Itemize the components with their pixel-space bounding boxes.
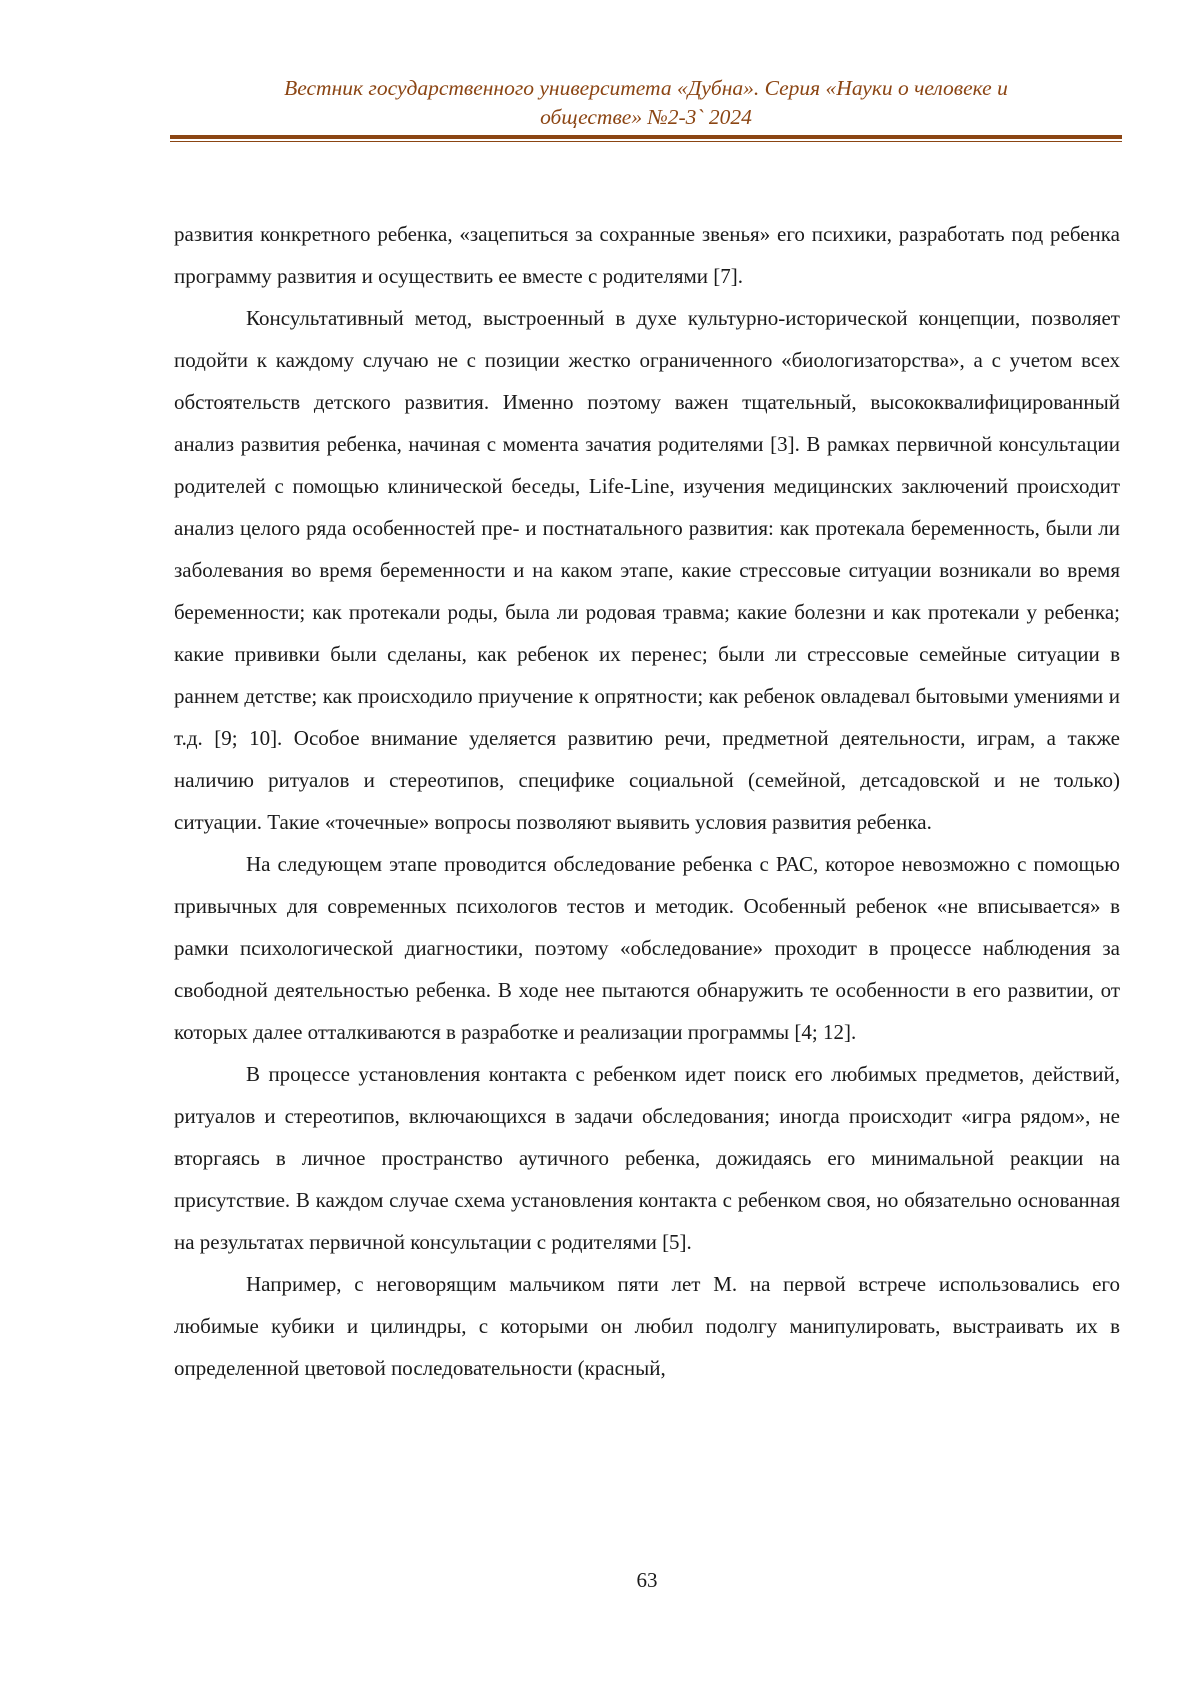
page-number: 63 bbox=[174, 1568, 1120, 1593]
paragraph: В процессе установления контакта с ребенком идет поиск его любимых предметов, действий, ритуалов и стереотипов, включающихся в задачи обследования; иногда происходит «игра рядом», не вторгаясь в личное пространство аутичного ребенка, дожидаясь его минимальной реакции на присутствие. В каждом случае схема установления контакта с ребенком своя, но обязательно основанная на результатах первичной консультации с родителями [5]. bbox=[174, 1053, 1120, 1263]
paragraph: На следующем этапе проводится обследование ребенка с РАС, которое невозможно с помощью привычных для современных психологов тестов и методик. Особенный ребенок «не вписывается» в рамки психологической диагностики, поэтому «обследование» проходит в процессе наблюдения за свободной деятельностью ребенка. В ходе нее пытаются обнаружить те особенности в его развитии, от которых далее отталкиваются в разработке и реализации программы [4; 12]. bbox=[174, 843, 1120, 1053]
header-divider-thin bbox=[170, 141, 1122, 142]
journal-header bbox=[170, 74, 1122, 132]
journal-header-line-2: обществе» №2-3` 2024 bbox=[170, 103, 1122, 132]
article-body bbox=[174, 213, 1120, 1389]
paragraph: Консультативный метод, выстроенный в духе культурно-исторической концепции, позволяет подойти к каждому случаю не с позиции жестко ограниченного «биологизаторства», а с учетом всех обстоятельств детского развития. Именно поэтому важен тщательный, высококвалифицированный анализ развития ребенка, начиная с момента зачатия родителями [3]. В рамках первичной консультации родителей с помощью клинической беседы, Life-Line, изучения медицинских заключений происходит анализ целого ряда особенностей пре- и постнатального развития: как протекала беременность, были ли заболевания во время беременности и на каком этапе, какие стрессовые ситуации возникали во время беременности; как протекали роды, была ли родовая травма; какие болезни и как протекали у ребенка; какие прививки были сделаны, как ребенок их перенес; были ли стрессовые семейные ситуации в раннем детстве; как происходило приучение к опрятности; как ребенок овладевал бытовыми умениями и т.д. [9; 10]. Особое внимание уделяется развитию речи, предметной деятельности, играм, а также наличию ритуалов и стереотипов, специфике социальной (семейной, детсадовской и не только) ситуации. Такие «точечные» вопросы позволяют выявить условия развития ребенка. bbox=[174, 297, 1120, 843]
paragraph-continuation: развития конкретного ребенка, «зацепиться за сохранные звенья» его психики, разработать под ребенка программу развития и осуществить ее вместе с родителями [7]. bbox=[174, 213, 1120, 297]
paragraph: Например, с неговорящим мальчиком пяти лет М. на первой встрече использовались его любимые кубики и цилиндры, с которыми он любил подолгу манипулировать, выстраивать их в определенной цветовой последовательности (красный, bbox=[174, 1263, 1120, 1389]
header-divider bbox=[170, 135, 1122, 139]
journal-header-line-1: Вестник государственного университета «Дубна». Серия «Науки о человеке и bbox=[170, 74, 1122, 103]
